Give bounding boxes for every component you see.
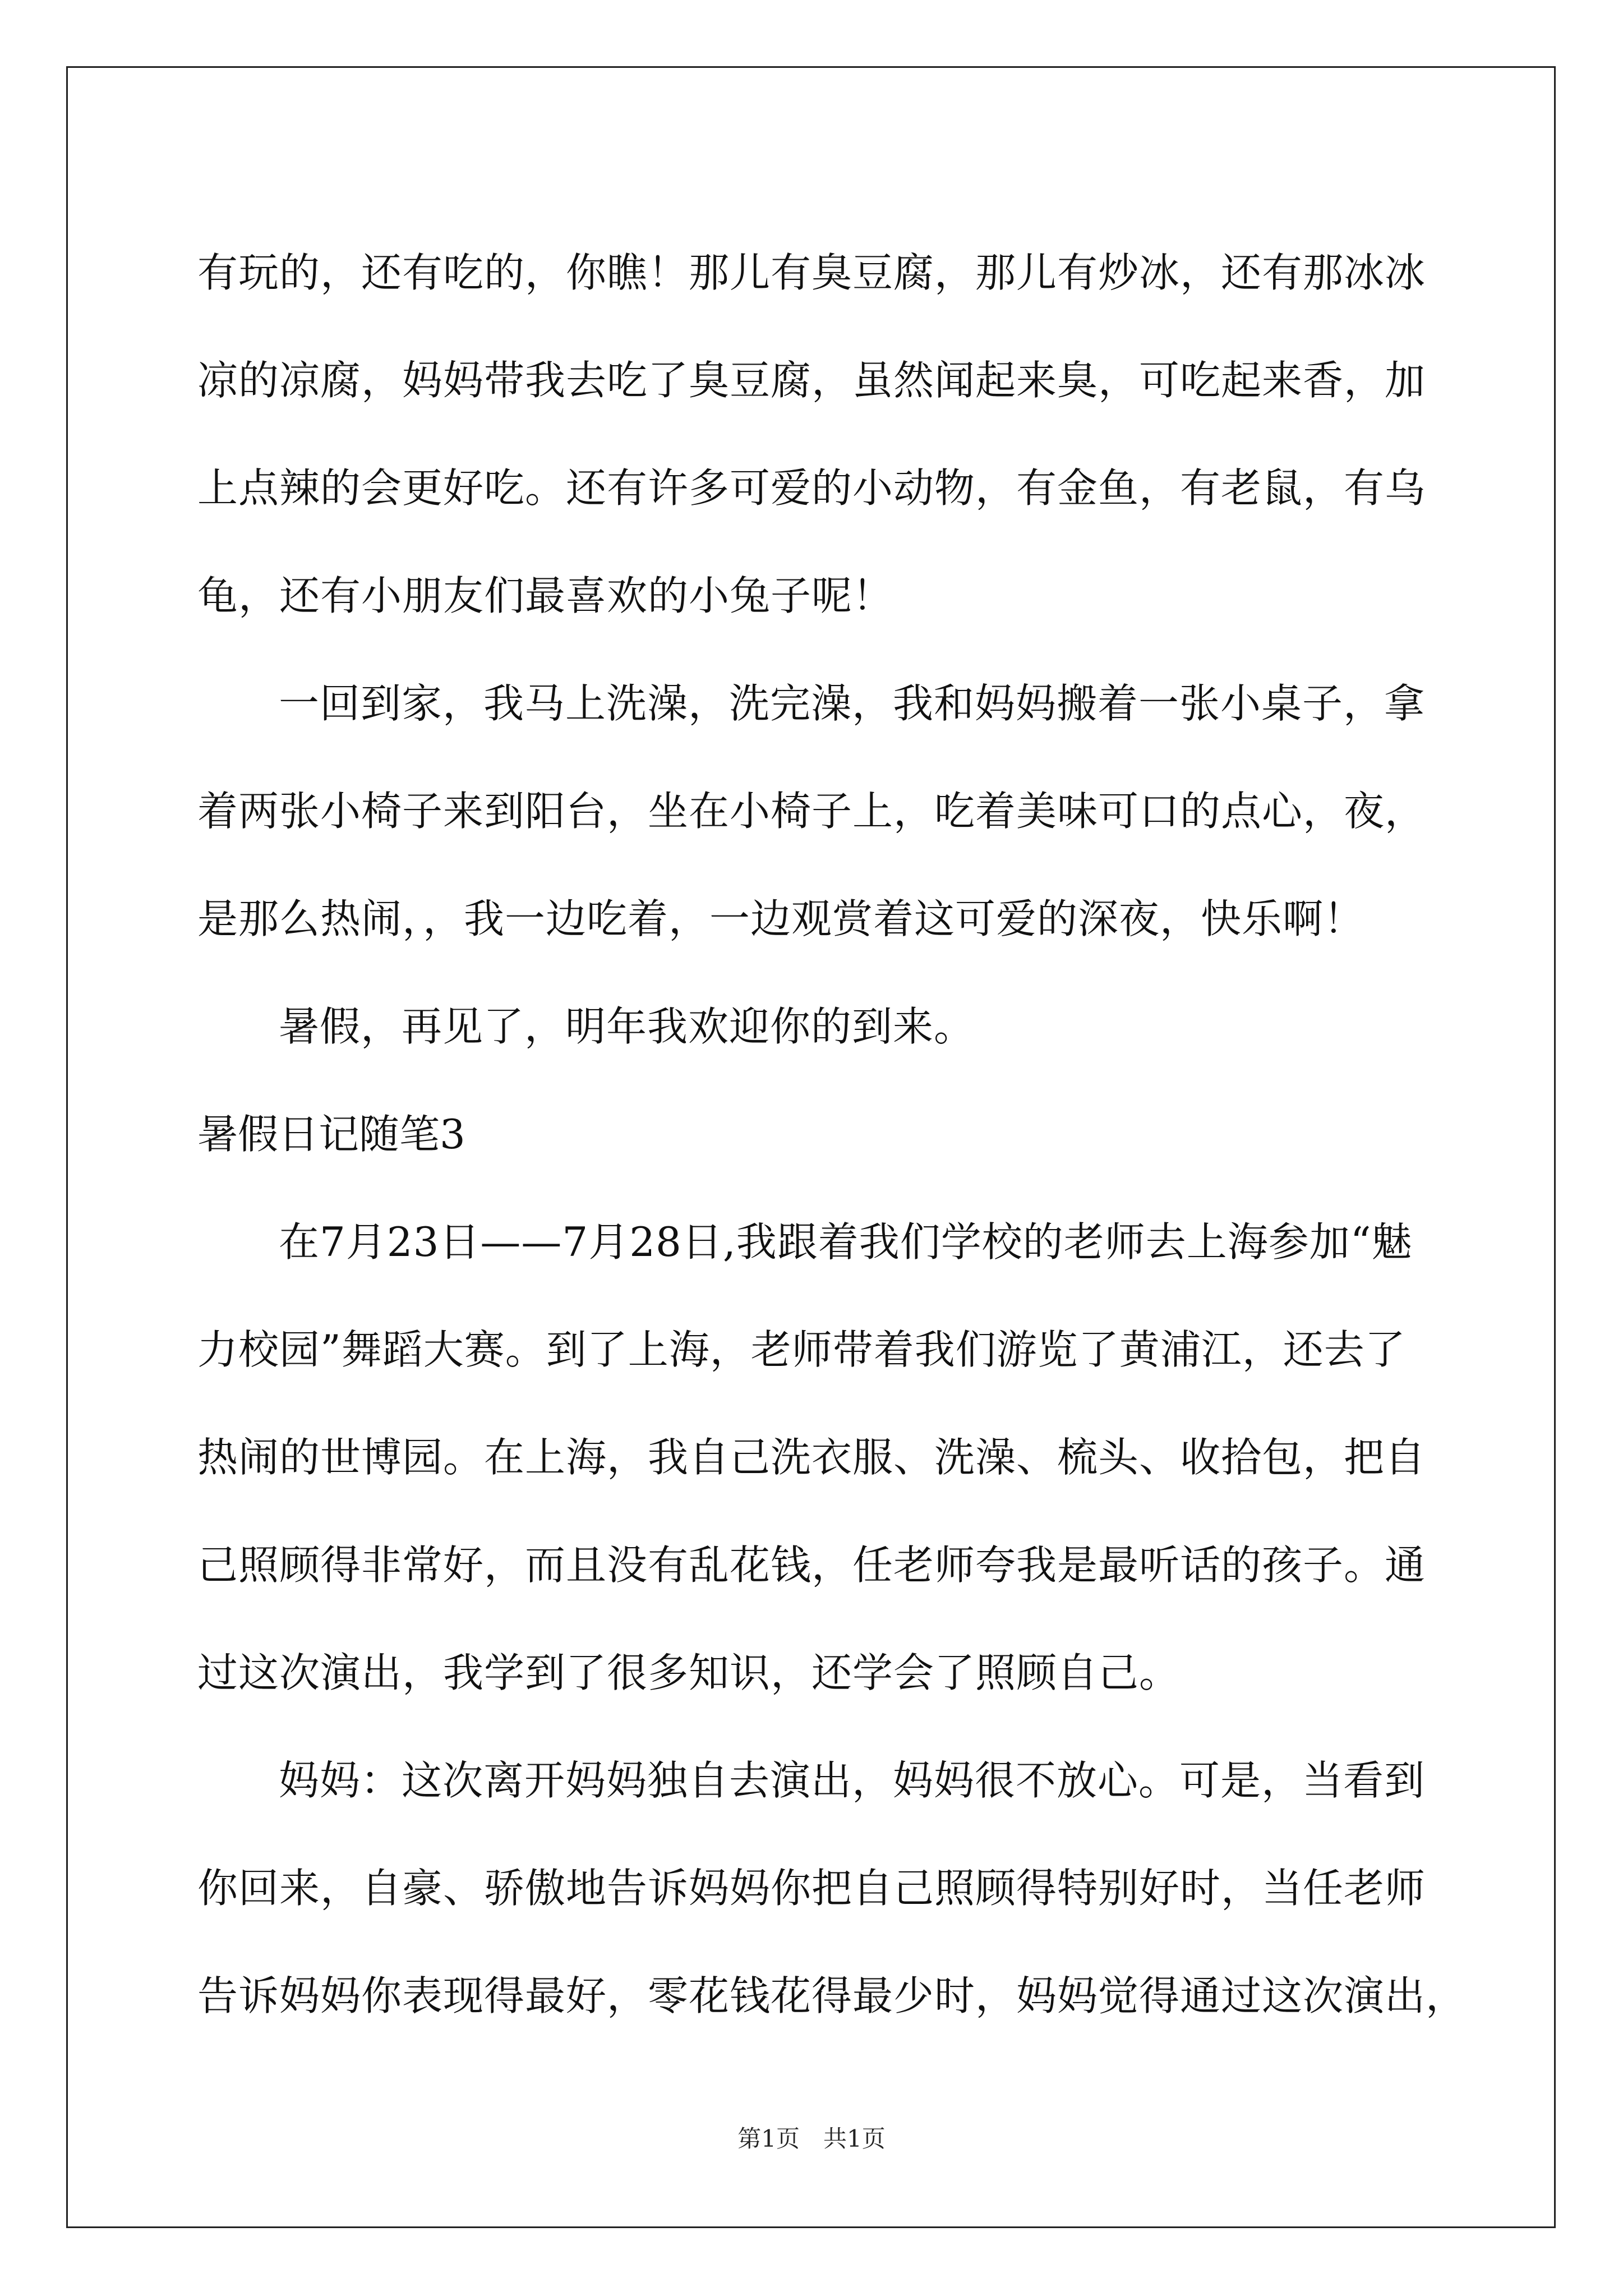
text-line: 上点辣的会更好吃。还有许多可爱的小动物，有金鱼，有老鼠，有乌 bbox=[197, 464, 1426, 512]
text-line: 在7月23日——7月28日,我跟着我们学校的老师去上海参加“魅 bbox=[279, 1218, 1413, 1266]
text-line: 你回来，自豪、骄傲地告诉妈妈你把自己照顾得特别好时，当任老师 bbox=[197, 1865, 1426, 1912]
text-line: 有玩的，还有吃的，你瞧！那儿有臭豆腐，那儿有炒冰，还有那冰冰 bbox=[197, 249, 1426, 296]
text-line: 妈妈：这次离开妈妈独自去演出，妈妈很不放心。可是，当看到 bbox=[279, 1757, 1426, 1804]
text-line: 龟，还有小朋友们最喜欢的小兔子呢！ bbox=[197, 572, 894, 619]
paragraph-1 bbox=[197, 219, 1426, 650]
text-line: 告诉妈妈你表现得最好，零花钱花得最少时，妈妈觉得通过这次演出， bbox=[197, 1972, 1467, 2019]
text-line: 暑假，再见了，明年我欢迎你的到来。 bbox=[279, 1003, 975, 1050]
text-line: 一回到家，我马上洗澡，洗完澡，我和妈妈搬着一张小桌子，拿 bbox=[279, 680, 1426, 727]
document-body bbox=[197, 219, 1467, 2050]
page-number-footer: 第1页 共1页 bbox=[737, 2125, 886, 2152]
paragraph-3 bbox=[197, 973, 1426, 1080]
text-line: 着两张小椅子来到阳台，坐在小椅子上，吃着美味可口的点心，夜， bbox=[197, 788, 1426, 835]
paragraph-2 bbox=[197, 650, 1426, 973]
text-line: 凉的凉腐，妈妈带我去吃了臭豆腐，虽然闻起来臭，可吃起来香，加 bbox=[197, 357, 1426, 404]
paragraph-5 bbox=[197, 1727, 1467, 2050]
section-title: 暑假日记随笔3 bbox=[197, 1111, 465, 1158]
text-line: 过这次演出，我学到了很多知识，还学会了照顾自己。 bbox=[197, 1649, 1181, 1696]
text-line: 己照顾得非常好，而且没有乱花钱，任老师夸我是最听话的孩子。通 bbox=[197, 1542, 1426, 1589]
text-line: 是那么热闹，，我一边吃着，一边观赏着这可爱的深夜，快乐啊！ bbox=[197, 895, 1365, 942]
text-line: 热闹的世博园。在上海，我自己洗衣服、洗澡、梳头、收拾包，把自 bbox=[197, 1434, 1426, 1481]
text-line: 力校园”舞蹈大赛。到了上海，老师带着我们游览了黄浦江，还去了 bbox=[197, 1326, 1406, 1373]
paragraph-4 bbox=[197, 1188, 1426, 1727]
